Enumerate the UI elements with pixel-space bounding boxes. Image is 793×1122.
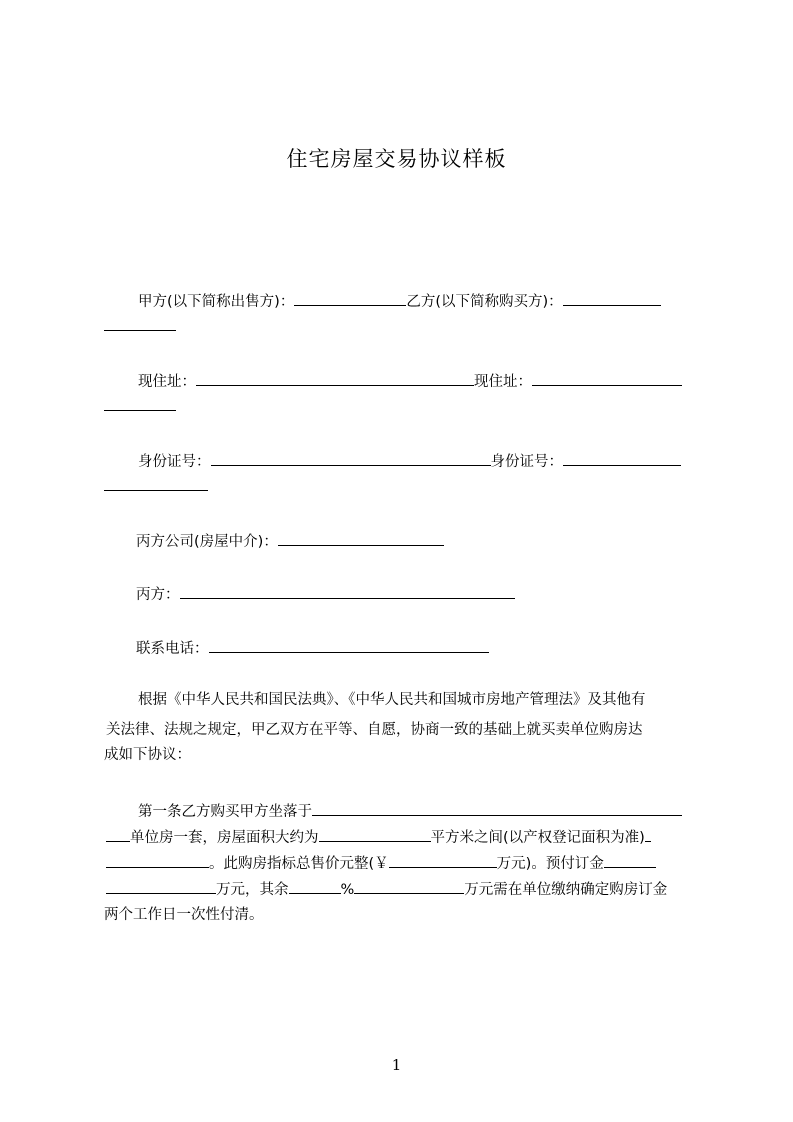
- address-b-blank-cont[interactable]: [104, 395, 176, 411]
- party-b-blank[interactable]: [563, 290, 661, 306]
- address-b-blank[interactable]: [532, 370, 682, 386]
- phone-blank[interactable]: [209, 637, 489, 653]
- price-words-blank[interactable]: [106, 852, 209, 868]
- area-blank[interactable]: [319, 826, 431, 842]
- deposit-blank-cont[interactable]: [106, 878, 216, 894]
- id-a-label: 身份证号：: [138, 454, 211, 470]
- address-line: [138, 370, 682, 393]
- article1-text-1: 第一条乙方购买甲方坐落于: [138, 804, 312, 820]
- page-number: 1: [391, 1056, 402, 1074]
- article1-line-3: [106, 852, 656, 875]
- article1-line-2: [106, 826, 651, 849]
- article1-text-6: 万元，其余: [216, 882, 289, 898]
- article1-text-7: 万元需在单位缴纳确定购房订金: [464, 882, 668, 898]
- id-b-blank[interactable]: [563, 450, 681, 466]
- area-note-blank[interactable]: [645, 826, 651, 842]
- location-blank[interactable]: [312, 800, 682, 816]
- address-a-label: 现住址：: [138, 374, 196, 390]
- id-b-blank-cont[interactable]: [104, 475, 208, 491]
- party-c-label: 丙方：: [136, 587, 180, 603]
- article1-text-2: 单位房一套，房屋面积大约为: [130, 830, 319, 846]
- party-c-blank[interactable]: [180, 583, 515, 599]
- id-a-blank[interactable]: [211, 450, 491, 466]
- percent-sign: %: [340, 882, 355, 898]
- page-title: 住宅房屋交易协议样板: [286, 147, 507, 171]
- party-c-line: [136, 583, 515, 606]
- article1-line-4: [106, 878, 667, 901]
- party-b-label: 乙方(以下简称购买方)：: [406, 294, 563, 310]
- article1-text-5: 万元)。预付订金: [496, 856, 604, 872]
- id-b-label: 身份证号：: [490, 454, 563, 470]
- article1-line-1: [138, 800, 682, 823]
- article1-text-4: 。此购房指标总售价元整(￥: [209, 856, 389, 872]
- price-amount-blank[interactable]: [389, 852, 497, 868]
- party-a-label: 甲方(以下简称出售方)：: [138, 294, 295, 310]
- phone-line: [136, 637, 489, 660]
- remainder-amount-blank[interactable]: [354, 878, 464, 894]
- id-line-cont: [104, 475, 208, 498]
- location-blank-cont[interactable]: [106, 826, 130, 842]
- party-line: [138, 290, 661, 313]
- article1-text-3: 平方米之间(以产权登记面积为准): [430, 830, 645, 846]
- party-line-cont: [104, 315, 176, 338]
- agency-label: 丙方公司(房屋中介)：: [136, 534, 278, 550]
- intro-line-2: 关法律、法规之规定，甲乙双方在平等、自愿，协商一致的基础上就买卖单位购房达: [106, 722, 643, 738]
- phone-label: 联系电话：: [136, 641, 209, 657]
- agency-blank[interactable]: [278, 530, 444, 546]
- agency-line: [136, 530, 444, 553]
- address-a-blank[interactable]: [196, 370, 474, 386]
- deposit-blank[interactable]: [604, 852, 656, 868]
- article1-line-5: 两个工作日一次性付清。: [104, 907, 264, 923]
- id-line: [138, 450, 681, 473]
- party-b-blank-cont[interactable]: [104, 315, 176, 331]
- address-b-label: 现住址：: [474, 374, 532, 390]
- party-a-blank[interactable]: [294, 290, 406, 306]
- address-line-cont: [104, 395, 176, 418]
- intro-line-3: 成如下协议：: [104, 747, 191, 763]
- intro-line-1: 根据《中华人民共和国民法典》、《中华人民共和国城市房地产管理法》及其他有: [138, 692, 646, 708]
- remainder-pct-blank[interactable]: [289, 878, 341, 894]
